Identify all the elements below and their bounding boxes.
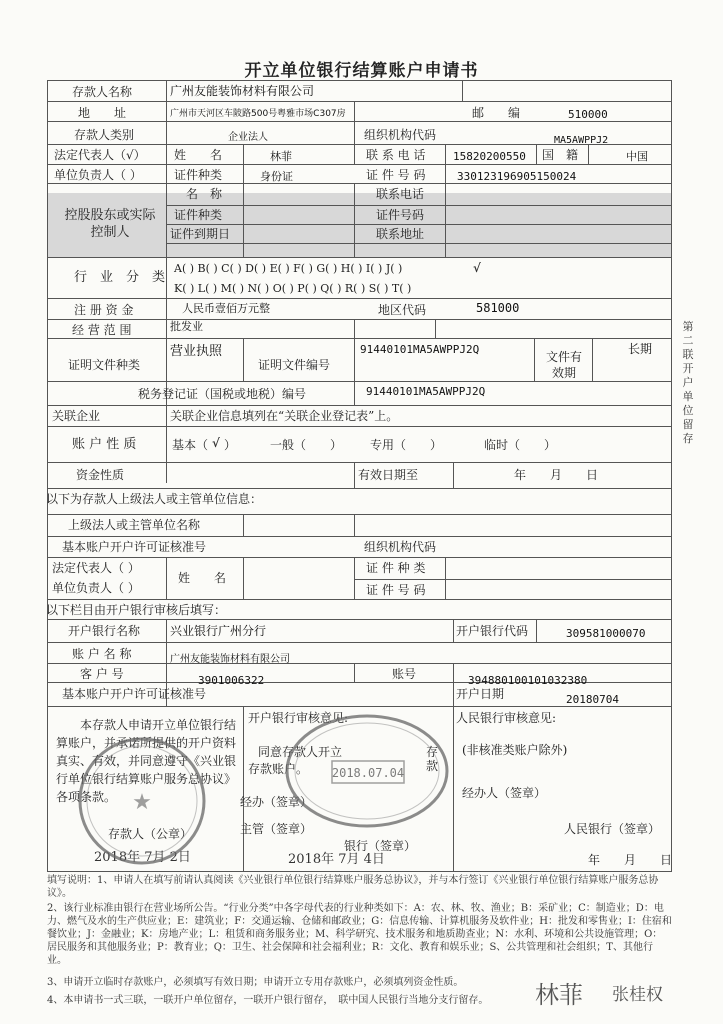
bank-header: 以下栏目由开户银行审核后填写： (46, 603, 227, 617)
label-ctrl-address: 联系地址 (376, 227, 425, 241)
option-general: 一般（ ） (270, 438, 343, 452)
valid-until-date: 年 月 日 (514, 468, 599, 482)
label-unit-head: 单位负责人（ ） (54, 168, 142, 182)
form-title: 开立单位银行结算账户申请书 (244, 61, 479, 81)
bank-seal-label: 银行（签章） (344, 839, 417, 853)
label-file-valid: 文件有效期 (545, 350, 582, 380)
label-ctrl-cert-no: 证件号码 (376, 208, 425, 222)
note-3: 3、申请开立临时存款账户，必须填写有效日期；申请开立专用存款账户，必须填列资金性质。 (47, 977, 464, 988)
label-unit-head-2: 单位负责人（ ） (52, 581, 140, 595)
value-reg-capital: 人民币壹佰万元整 (182, 302, 270, 315)
label-nationality: 国 籍 (542, 148, 579, 162)
pboc-seal-label: 人民银行（签章） (564, 822, 661, 836)
value-tax-no: 91440101MA5AWPPJ2Q (366, 385, 486, 398)
label-org-code-2: 组织机构代码 (364, 540, 437, 554)
label-postcode: 邮 编 (472, 106, 521, 120)
label-reg-capital: 注 册 资 金 (74, 303, 134, 317)
label-basic-permit: 基本账户开户许可证核准号 (62, 540, 207, 554)
pboc-handler-label: 经办人（签章） (462, 786, 547, 800)
label-basic-permit-2: 基本账户开户许可证核准号 (62, 687, 207, 701)
label-account-no: 账号 (392, 667, 417, 681)
value-business-scope: 批发业 (170, 320, 203, 333)
note-1: 填写说明：1、申请人在填写前请认真阅读《兴业银行单位银行结算账户服务总协议》，并与本行签订《兴业银行单位银行结算账户服务总协议》。 (47, 875, 659, 899)
label-controller: 控股股东或实际控制人 (64, 208, 156, 240)
label-proof-doc-type: 证明文件种类 (68, 358, 141, 372)
label-depositor-type: 存款人类别 (74, 128, 135, 142)
side-copy-label: 第二联 开户单位留存 (682, 320, 705, 445)
value-org-code: MA5AWPPJ2 (554, 135, 609, 146)
label-ctrl-expiry: 证件到期日 (170, 227, 231, 241)
label-name-2: 姓 名 (178, 571, 227, 585)
label-bank-name: 开户银行名称 (68, 624, 141, 638)
label-industry: 行 业 分 类 (74, 270, 166, 285)
superior-header: 以下为存款人上级法人或主管单位信息： (46, 492, 263, 506)
label-cert-no: 证 件 号 码 (366, 168, 426, 182)
label-business-scope: 经 营 范 围 (72, 323, 132, 337)
option-basic: 基本（ (172, 438, 209, 452)
value-bank-code: 309581000070 (566, 627, 646, 640)
value-cert-type: 身份证 (260, 170, 293, 183)
value-address: 广州市天河区车陂路500号粤雅市场C307房 (170, 109, 346, 119)
value-bank-name: 兴业银行广州分行 (170, 624, 267, 638)
label-related: 关联企业 (52, 409, 101, 423)
note-4: 4、本申请书一式三联，一联开户单位留存，一联开户银行留存， 联中国人民银行当地分支行留存。 (47, 995, 489, 1006)
label-area-code: 地区代码 (378, 303, 427, 317)
label-proof-doc-no: 证明文件编号 (258, 358, 331, 372)
related-text: 关联企业信息填列在“关联企业登记表”上。 (170, 409, 399, 423)
pboc-date: 年 月 日 (588, 853, 673, 867)
label-legal-rep: 法定代表人（√） (54, 148, 146, 162)
value-nationality: 中国 (626, 150, 648, 163)
value-proof-doc-type: 营业执照 (170, 344, 223, 359)
label-account-name: 账 户 名 称 (72, 647, 132, 661)
label-contact-phone: 联 系 电 话 (366, 148, 426, 162)
bank-review-label: 开户银行审核意见: (248, 711, 349, 725)
label-ctrl-phone: 联系电话 (376, 187, 425, 201)
note-2: 2、该行业标准由银行在营业场所公告。“行业分类”中各字母代表的行业种类如下：A：农、林、牧、渔业；B：采矿业；C：制造业；D：电力、燃气及水的生产供应业；E：建筑业；F：交通运输、仓储和邮政业；G：信息传输、计算机服务及软件业；H：批发和零售业；I：住宿和餐饮业；J：金融业；K：房地产业；L：租赁和商务服务业；M、科学研究、技术服务和地质勘查业；N：水利、环境和公共设施管理；O：居民服务和其他服务业；P：教育业；Q：卫生、社会保障和社会福利业；R：文化、教育和娱乐业；S、公共管理和社会组织；T、其他行业。 (47, 903, 672, 966)
value-depositor-name: 广州友能装饰材料有限公司 (170, 84, 315, 98)
bank-business-seal (282, 711, 452, 831)
label-depositor-name: 存款人名称 (72, 85, 133, 99)
pboc-review-label: 人民银行审核意见: (456, 711, 557, 725)
label-customer-no: 客 户 号 (80, 667, 124, 681)
label-cert-type-2: 证 件 种 类 (366, 561, 426, 575)
label-cert-type: 证件种类 (174, 168, 223, 182)
value-account-name: 广州友能装饰材料有限公司 (170, 654, 290, 665)
value-cert-no: 330123196905150024 (457, 170, 577, 183)
value-name: 林菲 (270, 150, 292, 163)
value-account-no: 394880100101032380 (468, 674, 588, 687)
option-temporary: 临时（ ） (484, 438, 557, 452)
pboc-note: (非核准类账户除外) (462, 743, 568, 757)
label-valid-until: 有效日期至 (358, 468, 419, 482)
bank-date: 2018年 7月 4日 (288, 852, 385, 867)
industry-check-h: √ (473, 261, 481, 275)
value-depositor-type: 企业法人 (228, 132, 268, 143)
label-address: 地 址 (78, 106, 127, 120)
label-name: 姓 名 (174, 148, 223, 162)
label-bank-code: 开户银行代码 (456, 624, 529, 638)
label-account-nature: 账 户 性 质 (72, 437, 137, 452)
depositor-company-seal (72, 731, 212, 871)
handler-label: 经办（签章） (240, 795, 313, 809)
label-ctrl-name: 名 称 (186, 187, 223, 201)
label-open-date: 开户日期 (456, 687, 505, 701)
depositor-seal-label: 存款人（公章） (108, 827, 193, 841)
industry-row-2: K( ) L( ) M( ) N( ) O( ) P( ) Q( ) R( ) S( ) T( ) (174, 282, 412, 295)
label-fund-nature: 资金性质 (76, 468, 125, 482)
basic-check: √ (212, 436, 220, 450)
label-org-code: 组织机构代码 (364, 128, 437, 142)
form-table: 存款人名称 广州友能装饰材料有限公司 地 址 广州市天河区车陂路500号粤雅市场C307房 邮 编 510000 存款人类别 企业法人 组织机构代码 MA5AWPPJ2 法定代表人（√） 姓 名 林菲 联 系 电 话 15820200550 国 籍 中国 单位负责人（ ） 证件种类 身份证 证 件 号 码 330123196905150024 控股股东或实际控制人 名 称 联系电话 证件种类 证件号码 证件到期日 联系地址 行 业 分 类 A( ) B( ) C( ) D( ) E( ) F( ) G( ) H( ) I( ) J( ) √ K( ) L( ) M( ) N( ) O( ) P( ) Q( ) R( ) S( ) T( ) 注 册 资 金 人民币壹佰万元整 地区代码 581000 经 营 范 围 批发业 证明文件种类 营业执照 证明文件编号 91440101MA5AWPPJ2Q 文件有效期 长期 税务登记证（国税或地税）编号 91440101MA5AWPPJ2Q 关联企业 关联企业信息填列在“关联企业登记表”上。 账 户 性 质 基本（ √ ） 一般（ ） 专用（ ） 临时（ ） 资金性质 有效日期至 年 月 日 以下为存款人上级法人或主管单位信息： 上级法人或主管单位名称 基本账户开户许可证核准号 组织机构代码 法定代表人（ ） 单位负责人（ ） 姓 名 证 件 种 类 证 件 号 码 以下栏目由开户银行审核后填写： 开户银行名称 兴业银行广州分行 开户银行代码 309581000070 账 户 名 称 广州友能装饰材料有限公司 客 户 号 3901006322 账号 394880100101032380 基本账户开户许可证核准号 开户日期 20180704 本存款人申请开立单位银行结算账户，并承诺所提供的开户资料真实、有效，并同意遵守《兴业银行单位银行结算账户服务总协议》各项条款。 存款人（公章） 2018年 7月 2日 开户银行审核意见: 同意存款人开立 存款 存款账户。 经办（签章） 主管（签章） 银行（签章） 2018年 7月 4日 人民银行审核意见: (非核准类账户除外) 经办人（签章） 人民银行（签章） 年 月 日 ★ 2018.07.04 (47, 80, 672, 872)
industry-row-1: A( ) B( ) C( ) D( ) E( ) F( ) G( ) H( ) I( ) J( ) (174, 262, 403, 275)
supervisor-label: 主管（签章） (240, 822, 313, 836)
label-tax-reg: 税务登记证（国税或地税）编号 (138, 387, 307, 401)
label-superior-name: 上级法人或主管单位名称 (68, 518, 201, 532)
signature-legal-rep: 林菲 (535, 981, 583, 1009)
depositor-date: 2018年 7月 2日 (94, 850, 191, 865)
label-ctrl-cert-type: 证件种类 (174, 208, 223, 222)
value-postcode: 510000 (568, 108, 608, 121)
agree-text: 同意存款人开立 (258, 745, 343, 759)
value-open-date: 20180704 (566, 693, 619, 706)
svg-text:★: ★ (132, 790, 152, 815)
label-cert-no-2: 证 件 号 码 (366, 583, 426, 597)
stamp-date: 2018.07.04 (331, 766, 405, 780)
value-phone: 15820200550 (453, 150, 526, 163)
value-file-valid: 长期 (628, 342, 653, 356)
value-proof-doc-no: 91440101MA5AWPPJ2Q (360, 343, 480, 356)
signature-handler: 张桂权 (612, 985, 663, 1005)
value-customer-no: 3901006322 (198, 674, 265, 687)
declaration-text: 本存款人申请开立单位银行结算账户，并承诺所提供的开户资料真实、有效，并同意遵守《兴业银行单位银行结算账户服务总协议》各项条款。 (56, 718, 237, 804)
option-special: 专用（ ） (370, 438, 443, 452)
deposit-account-text: 存款账户。 (248, 762, 309, 776)
label-legal-rep-2: 法定代表人（ ） (52, 561, 140, 575)
value-area-code: 581000 (476, 301, 520, 315)
